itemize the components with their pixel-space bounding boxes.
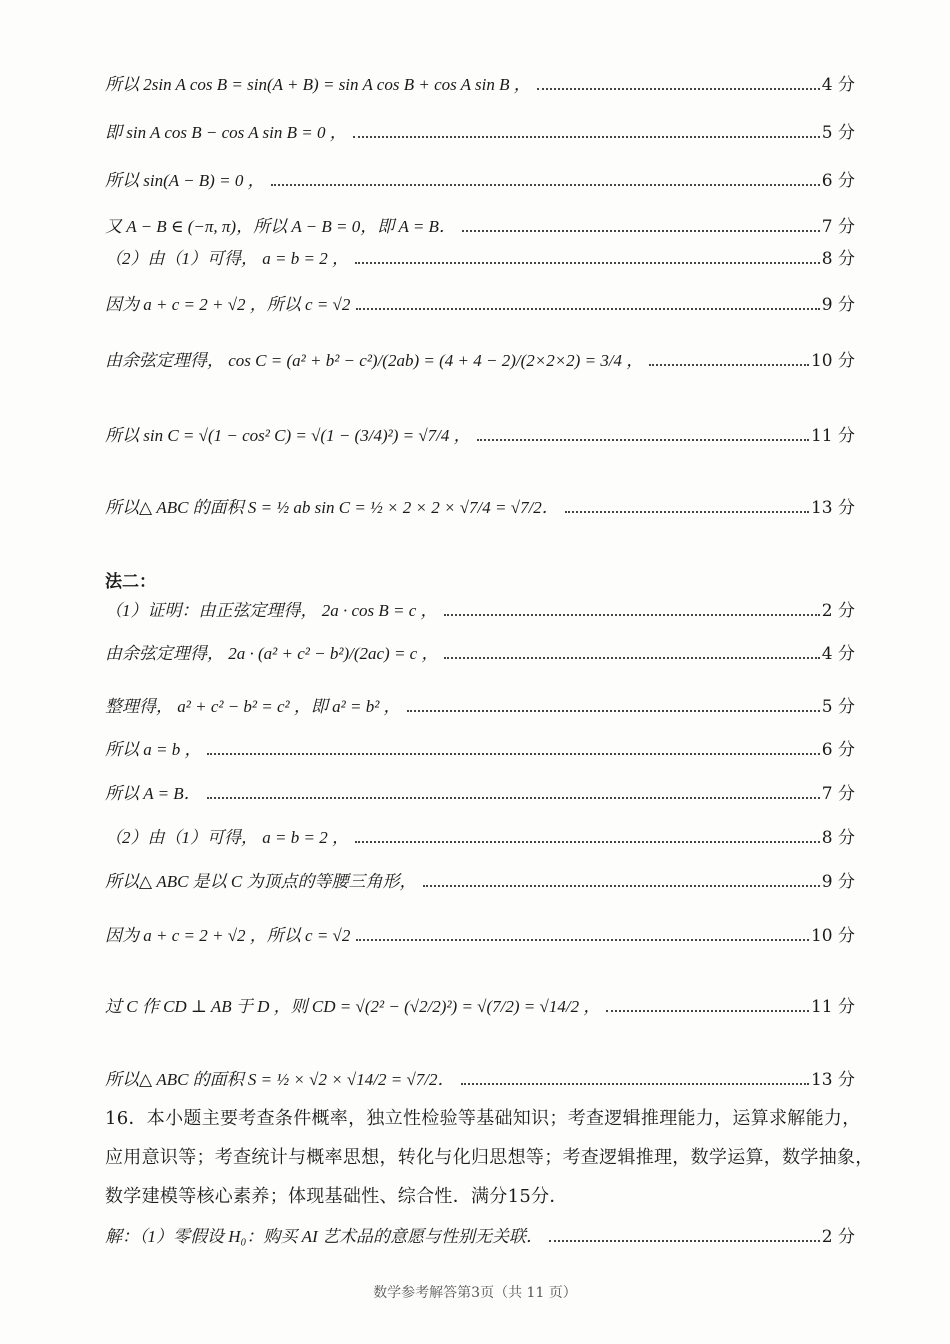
line-text: 因为 a + c = 2 + √2 ，所以 c = √2 [105,926,351,945]
line-score: 11 分 [810,426,855,446]
line-text: 即 sin A cos B − cos A sin B = 0 ， [105,123,347,142]
solution-line [105,290,855,315]
solution-line [105,596,855,621]
line-score: 8 分 [821,249,855,269]
line-text: 解：（1）零假设 H₀：购买 AI 艺术品的意愿与性别无关联． [105,1227,543,1246]
dot-leader [565,511,809,513]
line-text: 所以△ ABC 的面积 S = ½ ab sin C = ½ × 2 × 2 × √7/4 = √7/2． [105,498,559,517]
line-text: 又 A − B ∈ (−π, π)，所以 A − B = 0，即 A = B． [105,217,456,236]
solution-line [105,346,855,371]
solution-line [105,118,855,143]
line-score: 9 分 [821,295,855,315]
dot-leader [549,1240,820,1242]
line-score: 11 分 [810,997,855,1017]
line-score: 7 分 [821,217,855,237]
line-text: 所以 sin C = √(1 − cos² C) = √(1 − (3/4)²) = √7/4 ， [105,426,471,445]
dot-leader [477,439,809,441]
line-score: 2 分 [821,601,855,621]
method-two-heading: 法二： [105,572,156,592]
dot-leader [355,841,820,843]
solution-line [105,823,855,848]
line-score: 2 分 [821,1227,855,1247]
solution-line [105,1065,855,1090]
line-text: 所以 2sin A cos B = sin(A + B) = sin A cos B + cos A sin B ， [105,75,531,94]
line-text: （2）由（1）可得， a = b = 2 ， [105,249,349,268]
question-16-description: 16．本小题主要考查条件概率，独立性检验等基础知识；考查逻辑推理能力，运算求解能力，应用意识等；考查统计与概率思想，转化与化归思想等；考查逻辑推理，数学运算，数学抽象，数学建模等核心素养；体现基础性、综合性．满分15分． [105,1108,874,1207]
solution-line [105,867,855,892]
line-score: 10 分 [810,926,855,946]
solution-line [105,1222,855,1247]
line-score: 5 分 [821,123,855,143]
line-text: 所以 A = B． [105,784,201,803]
line-text: （1）证明：由正弦定理得， 2a · cos B = c ， [105,601,438,620]
solution-line [105,493,855,518]
dot-leader [423,885,820,887]
dot-leader [356,939,809,941]
solution-line [105,921,855,946]
solution-line [105,735,855,760]
line-text: 所以△ ABC 是以 C 为顶点的等腰三角形， [105,872,417,891]
dot-leader [353,136,820,138]
line-score: 13 分 [810,498,855,518]
line-score: 7 分 [821,784,855,804]
dot-leader [649,364,809,366]
solution-line [105,166,855,191]
page-footer: 数学参考解答第3页（共 11 页） [373,1285,577,1301]
dot-leader [537,88,820,90]
line-score: 10 分 [810,351,855,371]
line-text: 整理得， a² + c² − b² = c² ，即 a² = b² ， [105,697,401,716]
solution-line [105,639,855,664]
line-text: 所以 sin(A − B) = 0 ， [105,171,265,190]
line-text: 所以 a = b ， [105,740,202,759]
line-score: 4 分 [821,644,855,664]
line-text: 由余弦定理得， 2a · (a² + c² − b²)/(2ac) = c ， [105,644,439,663]
solution-line [105,212,855,237]
line-score: 9 分 [821,872,855,892]
dot-leader [271,184,820,186]
line-text: （2）由（1）可得， a = b = 2 ， [105,828,349,847]
line-score: 5 分 [821,697,855,717]
solution-line [105,992,855,1017]
dot-leader [606,1010,809,1012]
line-text: 因为 a + c = 2 + √2 ，所以 c = √2 [105,295,351,314]
line-score: 6 分 [821,740,855,760]
line-score: 4 分 [821,75,855,95]
dot-leader [407,710,820,712]
dot-leader [462,230,820,232]
line-score: 8 分 [821,828,855,848]
dot-leader [207,797,820,799]
dot-leader [461,1083,809,1085]
solution-line [105,70,855,95]
solution-line [105,692,855,717]
solution-line [105,244,855,269]
dot-leader [356,308,819,310]
solution-line [105,779,855,804]
dot-leader [207,753,819,755]
line-text: 所以△ ABC 的面积 S = ½ × √2 × √14/2 = √7/2． [105,1070,455,1089]
line-score: 13 分 [810,1070,855,1090]
dot-leader [355,262,820,264]
line-text: 过 C 作 CD ⊥ AB 于 D ，则 CD = √(2² − (√2/2)²) = √(7/2) = √14/2 ， [105,997,601,1016]
dot-leader [444,614,820,616]
line-text: 由余弦定理得， cos C = (a² + b² − c²)/(2ab) = (4 + 4 − 2)/(2×2×2) = 3/4 ， [105,351,644,370]
dot-leader [444,657,819,659]
line-score: 6 分 [821,171,855,191]
solution-line [105,421,855,446]
